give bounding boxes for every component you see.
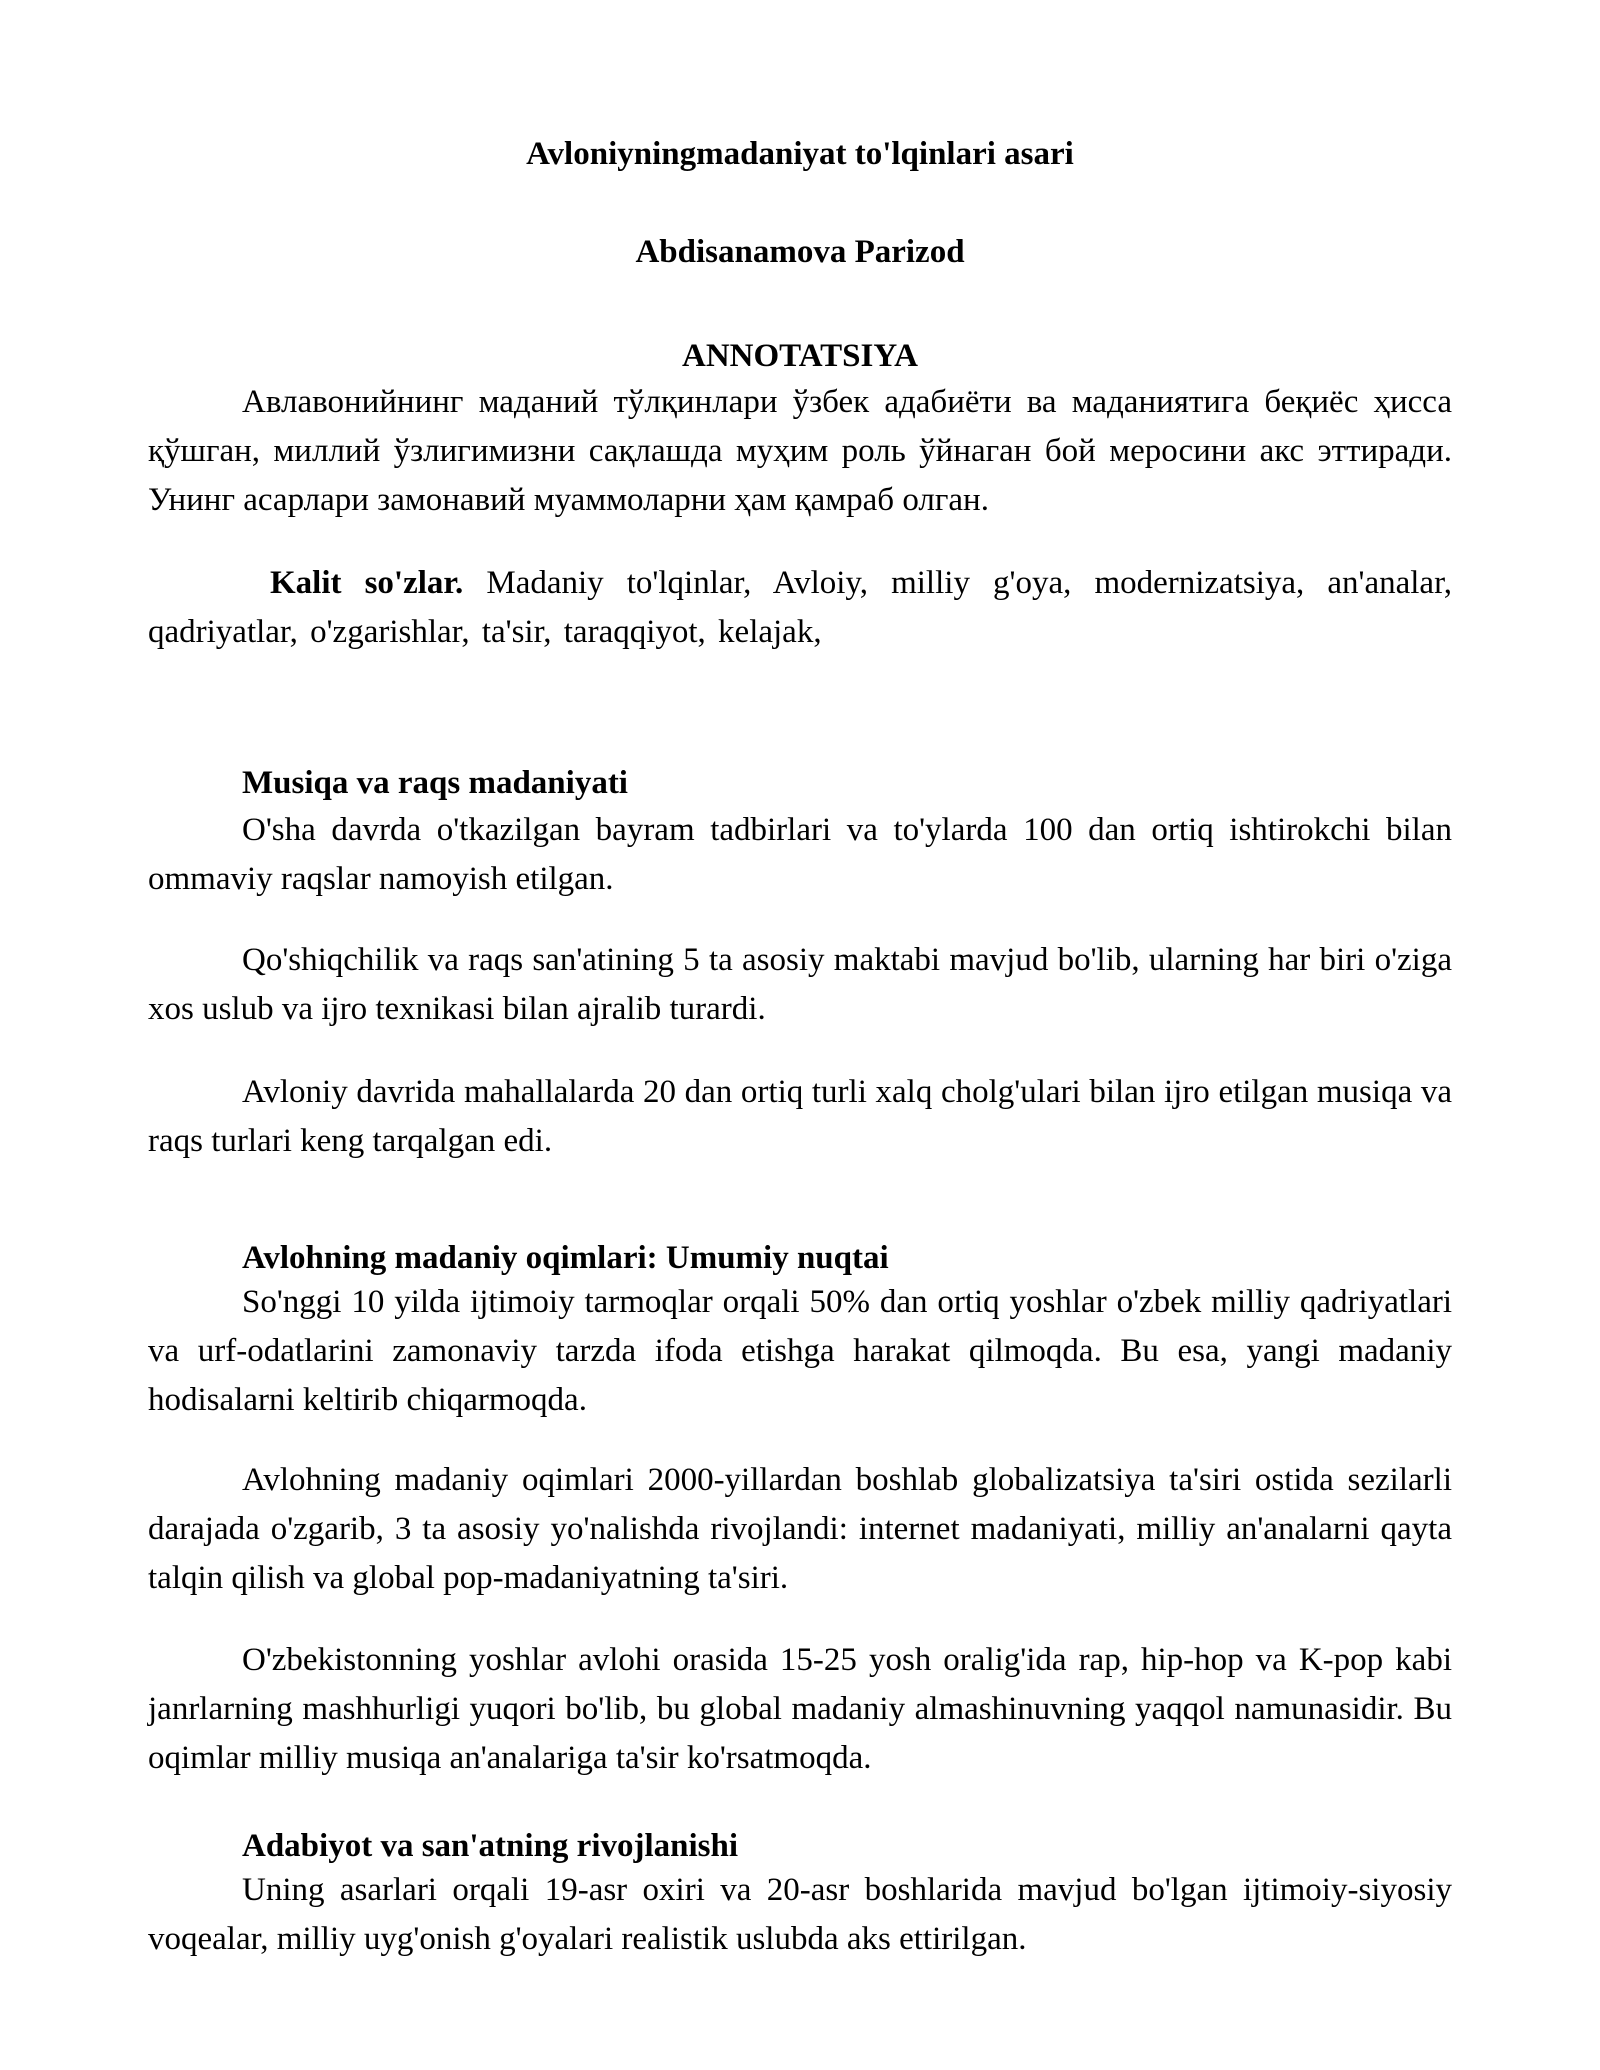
section-paragraph: O'zbekistonning yoshlar avlohi orasida 15-25 yosh oralig'ida rap, hip-hop va K-pop kabi janrlarning mashhurligi yuqori bo'lib, bu global madaniy almashinuvning yaqqol namunasidir. Bu oqimlar milliy musiqa an'analariga ta'sir ko'rsatmoqda.	[148, 1642, 1452, 1776]
section-paragraph: Avlohning madaniy oqimlari 2000-yillardan boshlab globalizatsiya ta'siri ostida sezilarli darajada o'zgarib, 3 ta asosiy yo'nalishda rivojlandi: internet madaniyati, milliy an'analarni qayta talqin qilish va global pop-madaniyatning ta'siri.	[148, 1462, 1452, 1596]
section-heading-music-dance: Musiqa va raqs madaniyati	[242, 765, 628, 801]
section-heading-cultural-currents: Avlohning madaniy oqimlari: Umumiy nuqtai	[242, 1240, 889, 1276]
section-heading-literature-art: Adabiyot va san'atning rivojlanishi	[242, 1828, 739, 1864]
document-title: Avloniyningmadaniyat to'lqinlari asari	[526, 136, 1074, 172]
section-paragraph: O'sha davrda o'tkazilgan bayram tadbirlari va to'ylarda 100 dan ortiq ishtirokchi bilan ommaviy raqslar namoyish etilgan.	[148, 812, 1452, 897]
annotation-heading: ANNOTATSIYA	[682, 338, 918, 374]
keywords-label: Kalit so'zlar.	[270, 565, 464, 601]
section-paragraph: So'nggi 10 yilda ijtimoiy tarmoqlar orqali 50% dan ortiq yoshlar o'zbek milliy qadriyatlari va urf-odatlarini zamonaviy tarzda ifoda etishga harakat qilmoqda. Bu esa, yangi madaniy hodisalarni keltirib chiqarmoqda.	[148, 1284, 1452, 1418]
section-paragraph: Avloniy davrida mahallalarda 20 dan ortiq turli xalq cholg'ulari bilan ijro etilgan musiqa va raqs turlari keng tarqalgan edi.	[148, 1074, 1452, 1159]
section-paragraph: Qo'shiqchilik va raqs san'atining 5 ta asosiy maktabi mavjud bo'lib, ularning har biri o'ziga xos uslub va ijro texnikasi bilan ajralib turardi.	[148, 942, 1452, 1027]
section-paragraph: Uning asarlari orqali 19-asr oxiri va 20-asr boshlarida mavjud bo'lgan ijtimoiy-siyosiy voqealar, milliy uyg'onish g'oyalari realistik uslubda aks ettirilgan.	[148, 1872, 1452, 1957]
annotation-paragraph: Авлавонийнинг маданий тўлқинлари ўзбек адабиёти ва маданиятига беқиёс ҳисса қўшган, миллий ўзлигимизни сақлашда муҳим роль ўйнаган бой меросини акс эттиради. Унинг асарлари замонавий муаммоларни ҳам қамраб олган.	[148, 384, 1452, 518]
keywords-list: Madaniy to'lqinlar, Avloiy, milliy g'oya, modernizatsiya, an'analar, qadriyatlar, o'zgarishlar, ta'sir, taraqqiyot, kelajak,	[148, 565, 1452, 650]
author-name: Abdisanamova Parizod	[635, 234, 965, 270]
keywords-paragraph	[148, 559, 1452, 657]
